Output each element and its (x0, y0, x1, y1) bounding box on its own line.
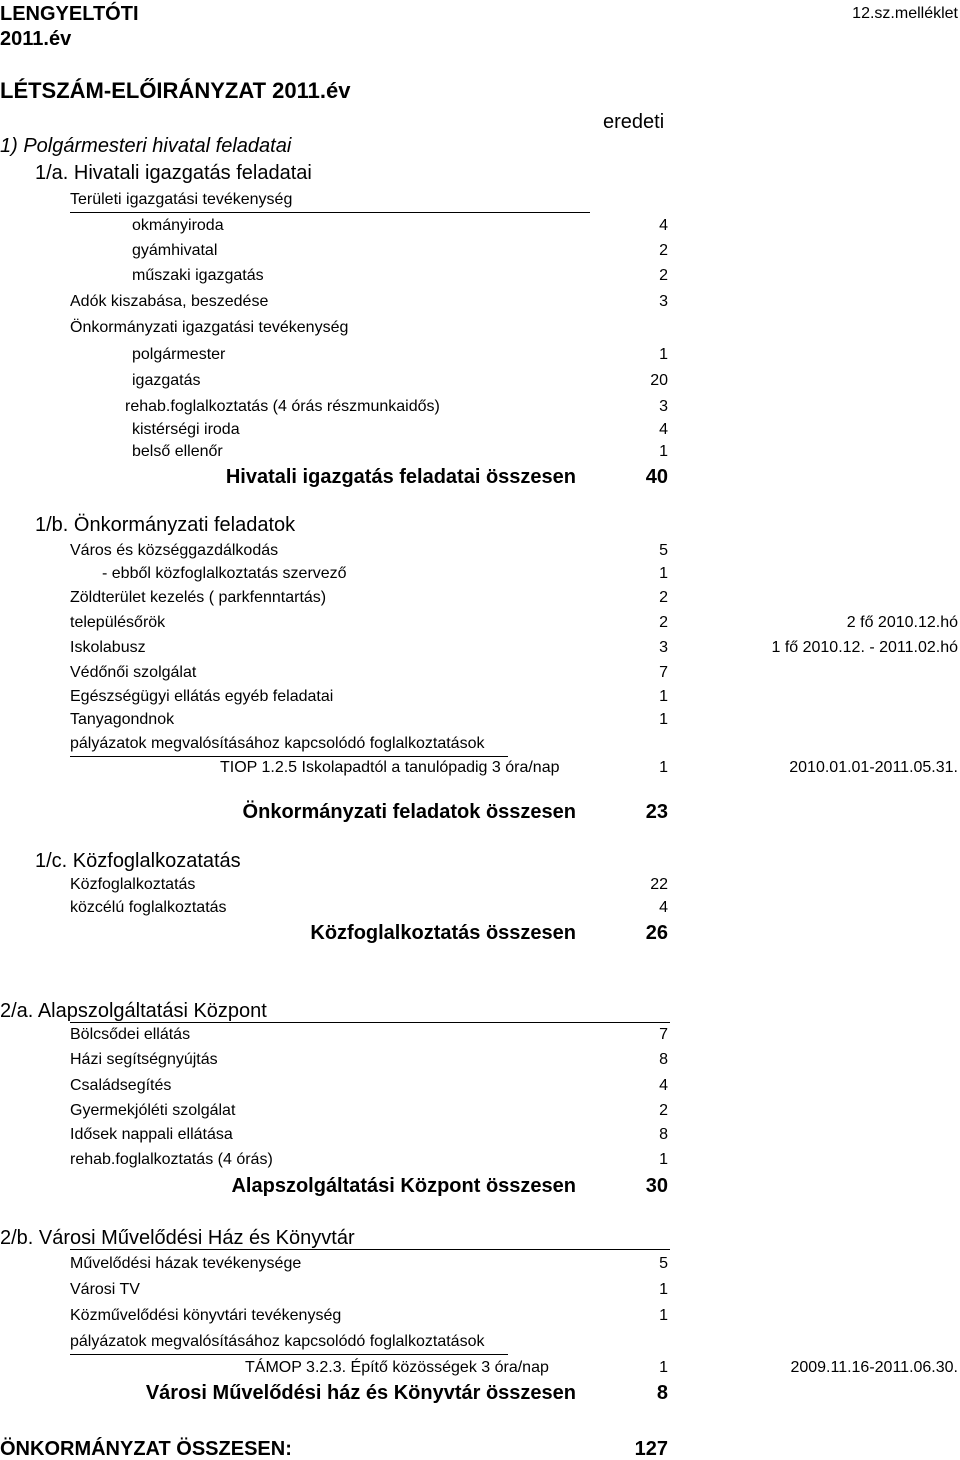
item-label: műszaki igazgatás (132, 267, 264, 284)
item-value: 4 (659, 899, 668, 916)
project-note: 2009.11.16-2011.06.30. (790, 1359, 958, 1376)
item-label: településőrök (70, 614, 166, 631)
item-value: 1 (659, 346, 668, 363)
item-value: 1 (659, 443, 668, 460)
item-value: 3 (659, 398, 668, 415)
project-value: 1 (659, 759, 668, 776)
projects-label: pályázatok megvalósításához kapcsolódó foglalkoztatások (70, 1333, 485, 1350)
item-value: 1 (659, 688, 668, 705)
item-label: kistérségi iroda (132, 421, 240, 438)
item-label: Művelődési házak tevékenysége (70, 1255, 302, 1272)
item-note: 2 fő 2010.12.hó (846, 614, 958, 631)
item-label: belső ellenőr (132, 443, 223, 460)
item-label: Adók kiszabása, beszedése (70, 293, 269, 310)
item-label: közcélú foglalkoztatás (70, 899, 227, 916)
subtotal-label: Hivatali igazgatás feladatai összesen (225, 466, 576, 488)
item-note: 1 fő 2010.12. - 2011.02.hó (771, 639, 958, 656)
item-value: 1 (659, 1307, 668, 1324)
column-header-eredeti: eredeti (603, 111, 665, 133)
separator-line (70, 212, 590, 213)
item-label: rehab.foglalkoztatás (4 órás részmunkaidős) (125, 398, 440, 415)
item-value: 1 (659, 1281, 668, 1298)
item-value: 4 (659, 421, 668, 438)
subtotal-value: 23 (645, 801, 668, 823)
item-value: 7 (659, 664, 668, 681)
item-label: igazgatás (132, 372, 201, 389)
item-value: 5 (659, 1255, 668, 1272)
project-value: 1 (659, 1359, 668, 1376)
subtotal-label: Önkormányzati feladatok összesen (242, 801, 576, 823)
item-label: Iskolabusz (70, 639, 146, 656)
item-label: Házi segítségnyújtás (70, 1051, 218, 1068)
item-value: 8 (659, 1051, 668, 1068)
item-label: Tanyagondnok (70, 711, 175, 728)
item-value: 1 (659, 565, 668, 582)
separator-line (70, 1354, 508, 1355)
project-label: TIOP 1.2.5 Iskolapadtól a tanulópadig 3 óra/nap (220, 759, 560, 776)
item-label: Idősek nappali ellátása (70, 1126, 233, 1143)
item-label: Zöldterület kezelés ( parkfenntartás) (70, 589, 327, 606)
annex-label: 12.sz.melléklet (852, 5, 958, 22)
item-label: Bölcsődei ellátás (70, 1026, 191, 1043)
project-label: TÁMOP 3.2.3. Építő közösségek 3 óra/nap (245, 1359, 549, 1376)
section-2a-title: 2/a. Alapszolgáltatási Központ (0, 1000, 267, 1022)
separator-line (70, 756, 508, 757)
section-1c-title: 1/c. Közfoglalkozatatás (35, 850, 241, 872)
section-1-title: 1) Polgármesteri hivatal feladatai (0, 135, 292, 157)
item-value: 2 (659, 267, 668, 284)
item-label: - ebből közfoglalkoztatás szervező (102, 565, 347, 582)
subtotal-value: 30 (645, 1175, 668, 1197)
projects-label: pályázatok megvalósításához kapcsolódó foglalkoztatások (70, 735, 485, 752)
item-label: rehab.foglalkoztatás (4 órás) (70, 1151, 273, 1168)
item-value: 1 (659, 1151, 668, 1168)
header-year: 2011.év (0, 28, 72, 50)
separator-line (70, 1249, 670, 1250)
subtotal-value: 40 (645, 466, 668, 488)
item-label: Gyermekjóléti szolgálat (70, 1102, 236, 1119)
item-value: 4 (659, 217, 668, 234)
item-label: gyámhivatal (132, 242, 218, 259)
subtotal-label: Városi Művelődési ház és Könyvtár összesen (145, 1382, 576, 1404)
item-value: 1 (659, 711, 668, 728)
subtotal-label: Közfoglalkoztatás összesen (310, 922, 576, 944)
item-value: 7 (659, 1026, 668, 1043)
item-label: Családsegítés (70, 1077, 172, 1094)
item-value: 22 (650, 876, 668, 893)
item-value: 2 (659, 242, 668, 259)
item-label: okmányiroda (132, 217, 224, 234)
subtotal-label: Alapszolgáltatási Központ összesen (231, 1175, 576, 1197)
item-label: Közfoglalkoztatás (70, 876, 196, 893)
page-title: LÉTSZÁM-ELŐIRÁNYZAT 2011.év (0, 78, 351, 103)
separator-line (70, 1022, 670, 1023)
item-label: Város és községgazdálkodás (70, 542, 279, 559)
group-onkormanyzati: Önkormányzati igazgatási tevékenység (70, 319, 349, 336)
group-teruleti: Területi igazgatási tevékenység (70, 191, 293, 208)
item-value: 3 (659, 293, 668, 310)
subtotal-value: 8 (656, 1382, 668, 1404)
item-value: 8 (659, 1126, 668, 1143)
org-name: LENGYELTÓTI (0, 3, 139, 25)
item-label: Közművelődési könyvtári tevékenység (70, 1307, 342, 1324)
section-1b-title: 1/b. Önkormányzati feladatok (35, 514, 296, 536)
item-label: Egészségügyi ellátás egyéb feladatai (70, 688, 334, 705)
item-value: 3 (659, 639, 668, 656)
grand-total-value: 127 (634, 1438, 668, 1460)
item-label: Védőnői szolgálat (70, 664, 197, 681)
item-value: 2 (659, 614, 668, 631)
item-value: 5 (659, 542, 668, 559)
item-value: 4 (659, 1077, 668, 1094)
grand-total-label: ÖNKORMÁNYZAT ÖSSZESEN: (0, 1438, 292, 1460)
project-note: 2010.01.01-2011.05.31. (789, 759, 958, 776)
item-value: 2 (659, 1102, 668, 1119)
section-1a-title: 1/a. Hivatali igazgatás feladatai (35, 162, 312, 184)
item-label: polgármester (132, 346, 226, 363)
item-label: Városi TV (70, 1281, 140, 1298)
item-value: 20 (650, 372, 668, 389)
section-2b-title: 2/b. Városi Művelődési Ház és Könyvtár (0, 1227, 355, 1249)
subtotal-value: 26 (645, 922, 668, 944)
item-value: 2 (659, 589, 668, 606)
